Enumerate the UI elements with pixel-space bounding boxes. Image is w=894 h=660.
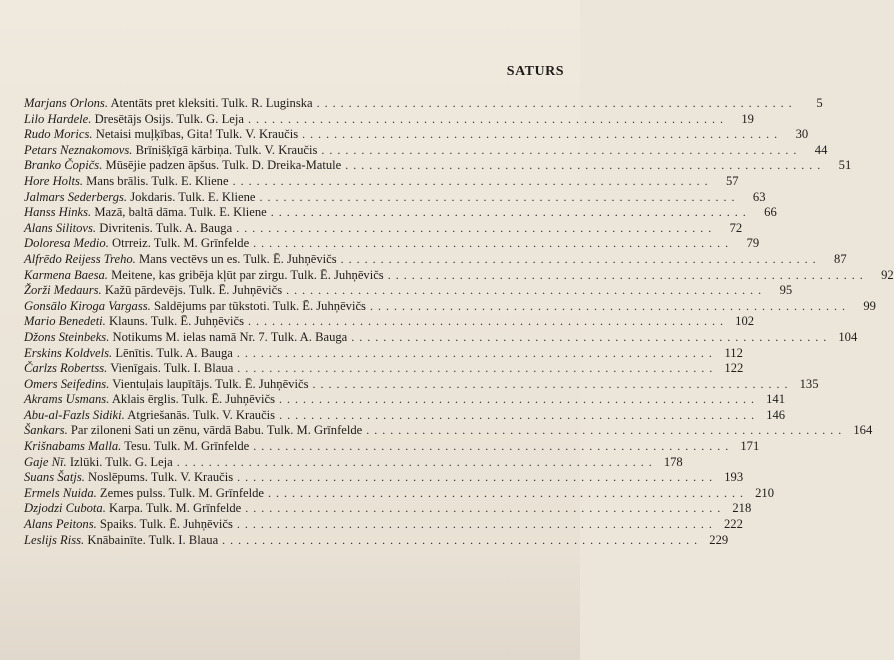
- dot-leader: ............................................................: [245, 501, 726, 516]
- toc-entry-page-number: 72: [729, 220, 743, 235]
- toc-entry-title-line: [24, 174, 229, 190]
- toc-entry-title-line: [24, 127, 298, 143]
- dot-leader: ............................................................: [316, 96, 797, 110]
- toc-entry-work-title: Notikums M. ielas namā Nr. 7. Tulk. A. Bauga: [112, 329, 348, 344]
- dot-leader: ............................................................: [302, 127, 783, 142]
- toc-entry-work-title: Knābainīte. Tulk. I. Blaua: [87, 532, 219, 547]
- toc-entry: [24, 517, 743, 533]
- toc-entry-page-number: 63: [752, 189, 766, 204]
- toc-entry-page-number: 19: [741, 111, 754, 126]
- toc-entry-work-title: Meitene, kas gribēja kļūt par zirgu. Tulk. Ē. Juhņēvičs: [111, 267, 384, 282]
- toc-entry-author: Mario Benedeti.: [24, 314, 106, 329]
- toc-entry-page-number: 218: [732, 501, 752, 516]
- toc-entry: [24, 407, 786, 424]
- toc-entry: [24, 173, 739, 190]
- toc-entry-author: Krišnabams Malla.: [24, 439, 122, 454]
- toc-entry-work-title: Mans vectēvs un es. Tulk. Ē. Juhņēvičs: [138, 251, 337, 266]
- toc-entry: [24, 454, 683, 471]
- toc-entry-work-title: Zemes pulss. Tulk. M. Grīnfelde: [99, 485, 264, 500]
- toc-entry-author: Alfrēdo Reijess Treho.: [24, 251, 136, 266]
- toc-entry-work-title: Atgriešanās. Tulk. V. Kraučis: [127, 407, 276, 422]
- toc-entry: [24, 267, 894, 284]
- toc-entry-page-number: 57: [725, 173, 739, 188]
- toc-entry-page-number: 66: [764, 205, 777, 220]
- toc-entry: [24, 127, 809, 143]
- toc-entry: [24, 345, 743, 362]
- toc-entry-title-line: [24, 314, 244, 330]
- dot-leader: ............................................................: [236, 517, 717, 532]
- toc-entry-page-number: 141: [766, 392, 785, 407]
- toc-entry-author: Lilo Hardele.: [24, 111, 92, 126]
- toc-entry-work-title: Vientuļais laupītājs. Tulk. Ē. Juhņēvičs: [112, 376, 309, 391]
- toc-entry: [24, 142, 828, 159]
- toc-entry: [24, 298, 876, 315]
- dot-leader: ............................................................: [222, 532, 703, 547]
- toc-entry-title-line: [24, 283, 282, 299]
- toc-entry-title-line: [24, 392, 275, 408]
- dot-leader: ............................................................: [340, 251, 821, 266]
- toc-entry: [24, 314, 755, 330]
- toc-entry-author: Gonsālo Kiroga Vargass.: [24, 298, 151, 313]
- toc-entry-page-number: 102: [735, 314, 755, 329]
- toc-entry-author: Ermels Nuida.: [24, 485, 97, 500]
- dot-leader: ............................................................: [366, 423, 847, 438]
- toc-entry-work-title: Otrreiz. Tulk. M. Grīnfelde: [112, 236, 250, 251]
- toc-entry-page-number: 135: [799, 376, 819, 391]
- toc-entry-work-title: Atentāts pret kleksiti. Tulk. R. Luginska: [110, 96, 313, 110]
- toc-entry-author: Suans Šatjs.: [24, 470, 85, 485]
- dot-leader: ............................................................: [236, 220, 717, 235]
- dot-leader: ............................................................: [279, 407, 760, 422]
- toc-entry: [24, 220, 743, 237]
- toc-entry-title-line: [24, 423, 362, 439]
- toc-entry-author: Alans Silitovs.: [24, 220, 97, 235]
- toc-entry-author: Alans Peitons.: [24, 517, 97, 532]
- dot-leader: ............................................................: [278, 392, 759, 407]
- toc-entry-work-title: Divritenis. Tulk. A. Bauga: [99, 220, 233, 235]
- table-of-contents: [24, 96, 894, 548]
- toc-entry-page-number: 222: [724, 517, 743, 532]
- toc-entry-author: Doloresa Medio.: [24, 236, 109, 251]
- toc-entry-title-line: [24, 190, 255, 206]
- toc-entry-page-number: 92: [881, 267, 894, 282]
- toc-entry-work-title: Lēnītis. Tulk. A. Bauga: [115, 345, 233, 360]
- toc-entry-title-line: [24, 330, 347, 346]
- toc-entry-page-number: 112: [724, 345, 743, 360]
- toc-entry-work-title: Mūsējie padzen āpšus. Tulk. D. Dreika-Matule: [105, 158, 342, 173]
- dot-leader: ............................................................: [345, 158, 826, 173]
- toc-entry-title-line: [24, 299, 366, 315]
- toc-entry-title-line: [24, 501, 241, 517]
- toc-entry-title-line: [24, 470, 233, 486]
- toc-entry-page-number: 146: [766, 407, 786, 422]
- toc-entry-page-number: 171: [740, 439, 760, 454]
- dot-leader: ............................................................: [312, 376, 793, 391]
- toc-entry-author: Omers Seifedins.: [24, 376, 110, 391]
- toc-entry-title-line: [24, 455, 173, 471]
- toc-entry-title-line: [24, 112, 244, 128]
- toc-entry: [24, 251, 847, 268]
- toc-entry-page-number: 30: [795, 127, 809, 142]
- toc-entry-page-number: 122: [724, 361, 744, 376]
- dot-leader: ............................................................: [237, 361, 718, 376]
- toc-entry-author: Karmena Baesa.: [24, 267, 108, 282]
- dot-leader: ............................................................: [321, 142, 802, 157]
- dot-leader: ............................................................: [286, 283, 767, 298]
- toc-entry-title-line: [24, 143, 317, 159]
- toc-entry-author: Marjans Orlons.: [24, 96, 108, 110]
- dot-leader: ............................................................: [236, 345, 717, 360]
- toc-entry: [24, 423, 873, 439]
- toc-entry: [24, 376, 819, 393]
- contents-heading: SATURS: [506, 64, 564, 79]
- toc-entry-page-number: 104: [838, 329, 858, 344]
- toc-entry-author: Dzjodzi Cubota.: [24, 501, 106, 516]
- dot-leader: ............................................................: [270, 205, 751, 220]
- toc-entry-work-title: Jokdaris. Tulk. E. Kliene: [130, 189, 256, 204]
- toc-entry-page-number: 210: [755, 485, 774, 500]
- dot-leader: ............................................................: [176, 454, 657, 469]
- toc-entry-author: Čarlzs Robertss.: [24, 361, 108, 376]
- toc-entry-author: Leslijs Riss.: [24, 532, 85, 547]
- dot-leader: ............................................................: [232, 173, 713, 188]
- toc-entry-page-number: 193: [724, 470, 744, 485]
- toc-entry-page-number: 99: [863, 298, 876, 313]
- toc-entry-work-title: Saldējums par tūkstoti. Tulk. Ē. Juhņēvičs: [153, 298, 366, 313]
- toc-entry-title-line: [24, 268, 384, 284]
- toc-entry-work-title: Noslēpums. Tulk. V. Kraučis: [88, 470, 234, 485]
- toc-entry: [24, 205, 777, 221]
- toc-entry-page-number: 79: [746, 236, 760, 251]
- toc-entry-author: Šankars.: [24, 423, 68, 438]
- toc-entry-title-line: [24, 221, 232, 237]
- toc-entry-title-line: [24, 408, 275, 424]
- toc-entry-work-title: Netaisi muļķības, Gita! Tulk. V. Kraučis: [95, 127, 299, 142]
- toc-entry-work-title: Spaiks. Tulk. Ē. Juhņēvičs: [99, 517, 233, 532]
- toc-entry-title-line: [24, 252, 337, 268]
- toc-entry: [24, 111, 754, 128]
- toc-entry-page-number: 44: [814, 142, 828, 157]
- toc-entry-work-title: Mazā, baltā dāma. Tulk. E. Kliene: [94, 205, 267, 220]
- toc-entry-work-title: Klauns. Tulk. Ē. Juhņēvičs: [109, 314, 245, 329]
- toc-entry-page-number: 95: [779, 283, 793, 298]
- dot-leader: ............................................................: [259, 189, 740, 204]
- toc-entry-work-title: Karpa. Tulk. M. Grīnfelde: [109, 501, 242, 516]
- toc-entry-title-line: [24, 158, 341, 174]
- dot-leader: ............................................................: [387, 267, 868, 282]
- toc-entry-author: Petars Neznakomovs.: [24, 142, 133, 157]
- toc-entry-title-line: [24, 439, 249, 455]
- dot-leader: ............................................................: [248, 314, 729, 329]
- toc-entry-author: Erskins Koldvels.: [24, 345, 113, 360]
- toc-entry-author: Branko Čopičs.: [24, 158, 103, 173]
- toc-entry: [24, 439, 760, 455]
- toc-entry-title-line: [24, 205, 267, 221]
- dot-leader: ............................................................: [237, 470, 718, 485]
- toc-entry: [24, 501, 752, 517]
- toc-entry: [24, 532, 729, 549]
- toc-entry-work-title: Tesu. Tulk. M. Grīnfelde: [124, 439, 250, 454]
- toc-entry-author: Džons Steinbeks.: [24, 329, 110, 344]
- toc-entry-page-number: 164: [853, 423, 873, 438]
- toc-entry-work-title: Izlūki. Tulk. G. Leja: [69, 454, 173, 469]
- toc-entry-work-title: Mans brālis. Tulk. E. Kliene: [86, 173, 229, 188]
- toc-entry-title-line: [24, 236, 249, 252]
- toc-entry-author: Abu-al-Fazls Sidiki.: [24, 407, 125, 422]
- page-shading: [0, 550, 580, 660]
- toc-entry-author: Jalmars Sederbergs.: [24, 189, 128, 204]
- toc-entry-page-number: 51: [838, 158, 852, 173]
- toc-entry-work-title: Par ziloneni Sati un zēnu, vārdā Babu. Tulk. M. Grīnfelde: [70, 423, 363, 438]
- toc-entry-work-title: Aklais ērglis. Tulk. Ē. Juhņēvičs: [111, 392, 275, 407]
- dot-leader: ............................................................: [351, 329, 832, 344]
- toc-entry-author: Gaje Nī.: [24, 454, 67, 469]
- toc-entry-author: Hanss Hinks.: [24, 205, 92, 220]
- toc-entry-page-number: 229: [709, 532, 729, 547]
- dot-leader: ............................................................: [253, 236, 734, 251]
- toc-entry: [24, 485, 774, 502]
- toc-entry-title-line: [24, 361, 233, 377]
- toc-entry: [24, 96, 823, 112]
- toc-entry: [24, 329, 858, 346]
- toc-entry-page-number: 178: [663, 454, 683, 469]
- toc-entry-work-title: Vienīgais. Tulk. I. Blaua: [110, 361, 234, 376]
- toc-entry-work-title: Brīnišķīgā kārbiņa. Tulk. V. Kraučis: [135, 142, 318, 157]
- dot-leader: ............................................................: [247, 111, 728, 126]
- toc-entry: [24, 158, 852, 174]
- dot-leader: ............................................................: [253, 439, 734, 454]
- toc-entry: [24, 283, 793, 299]
- dot-leader: ............................................................: [369, 298, 850, 313]
- toc-entry-work-title: Dresētājs Osijs. Tulk. G. Leja: [94, 111, 244, 126]
- dot-leader: ............................................................: [268, 485, 748, 500]
- toc-entry-title-line: [24, 96, 313, 112]
- toc-entry-author: Akrams Usmans.: [24, 392, 110, 407]
- toc-entry-title-line: [24, 377, 308, 393]
- toc-entry: [24, 361, 744, 377]
- toc-entry-author: Rudo Morics.: [24, 127, 93, 142]
- toc-entry-title-line: [24, 486, 264, 502]
- toc-entry: [24, 189, 766, 206]
- toc-entry: [24, 470, 744, 486]
- toc-entry-author: Hore Holts.: [24, 173, 84, 188]
- toc-entry: [24, 236, 760, 252]
- toc-entry-page-number: 5: [816, 96, 823, 110]
- toc-entry-title-line: [24, 517, 233, 533]
- toc-entry-work-title: Kažū pārdevējs. Tulk. Ē. Juhņēvičs: [104, 283, 283, 298]
- toc-entry-author: Žorži Medaurs.: [24, 283, 102, 298]
- toc-entry-title-line: [24, 346, 233, 362]
- toc-entry-title-line: [24, 533, 218, 549]
- toc-entry-page-number: 87: [834, 251, 847, 266]
- toc-entry: [24, 392, 785, 408]
